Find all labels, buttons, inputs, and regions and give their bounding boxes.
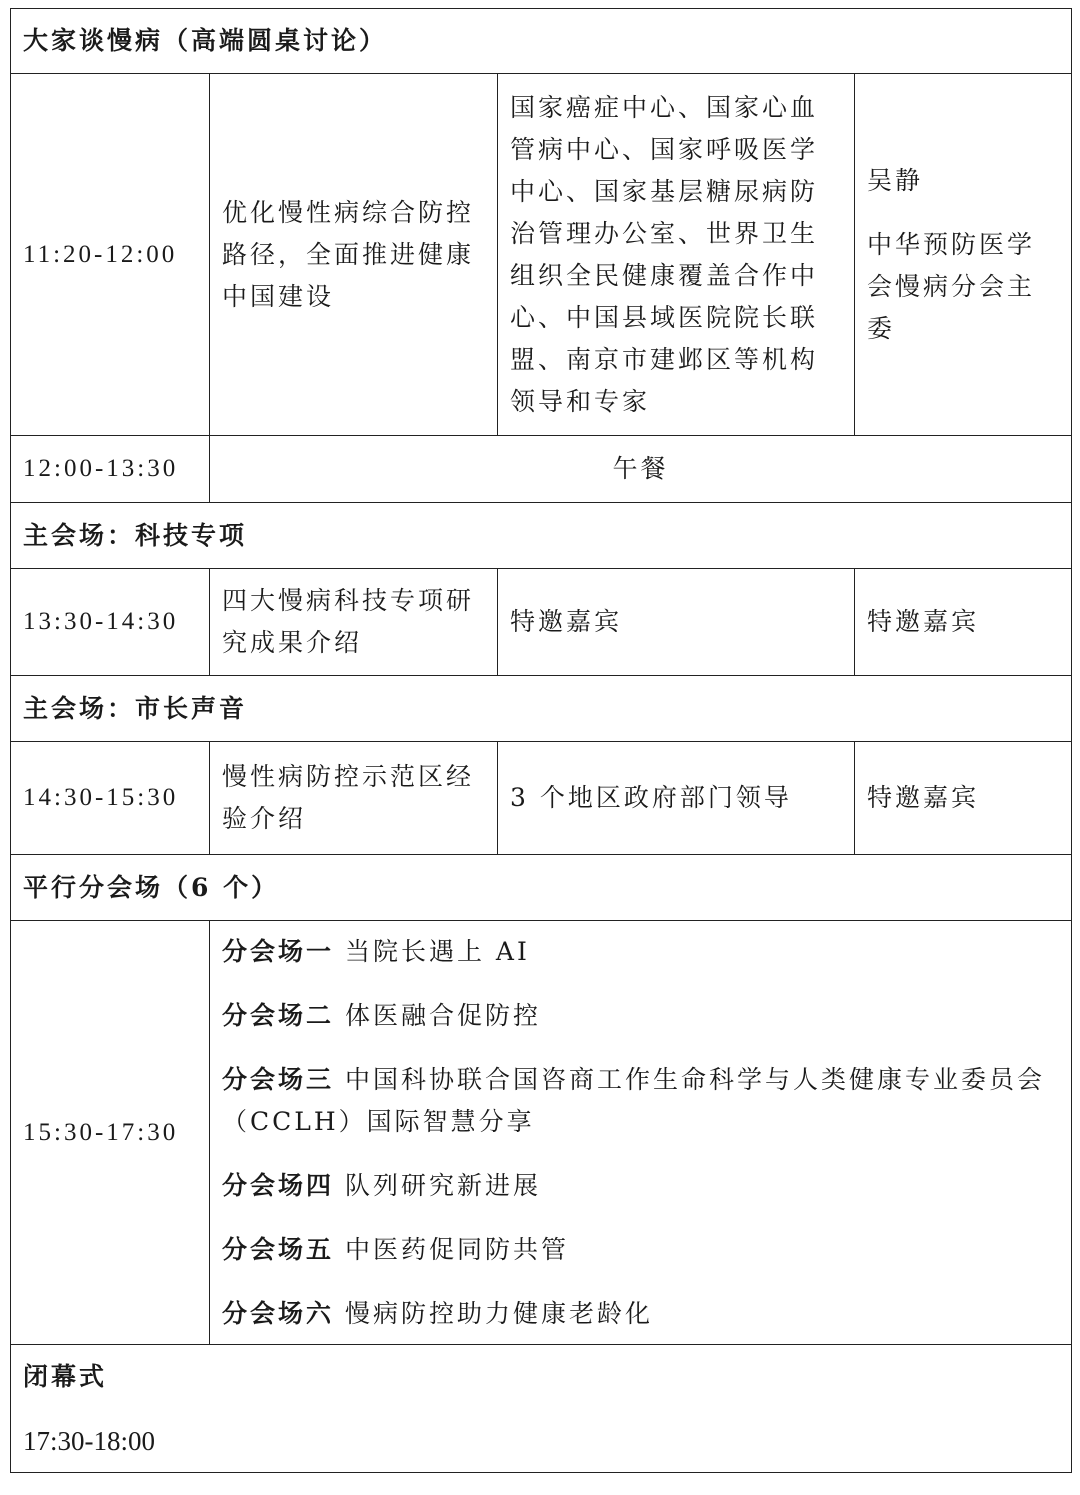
section-title: 平行分会场（6 个） <box>11 855 1072 921</box>
breakout-label: 分会场四 <box>222 1170 335 1200</box>
breakout-label: 分会场五 <box>222 1234 335 1264</box>
section-title: 大家谈慢病（高端圆桌讨论） <box>11 9 1072 74</box>
time-cell: 13:30-14:30 <box>11 569 210 676</box>
breakout-title: 中国科协联合国咨商工作生命科学与人类健康专业委员会（CCLH）国际智慧分享 <box>222 1064 1045 1136</box>
time-cell: 14:30-15:30 <box>11 742 210 855</box>
time-cell: 15:30-17:30 <box>11 921 210 1345</box>
topic-cell: 四大慢病科技专项研究成果介绍 <box>210 569 498 676</box>
section-row <box>11 9 1072 74</box>
section-title: 主会场：市长声音 <box>11 676 1072 742</box>
topic-cell: 慢性病防控示范区经验介绍 <box>210 742 498 855</box>
host-cell: 特邀嘉宾 <box>855 742 1072 855</box>
agenda-row <box>11 921 1072 1345</box>
breakout-label: 分会场三 <box>222 1064 335 1094</box>
agenda-table <box>10 8 1072 1473</box>
time-cell: 11:20-12:00 <box>11 74 210 436</box>
host-name: 吴静 <box>867 165 924 195</box>
breakout-label: 分会场一 <box>222 936 335 966</box>
agenda-row <box>11 742 1072 855</box>
agenda-row <box>11 436 1072 503</box>
breakout-title: 体医融合促防控 <box>344 1000 541 1030</box>
topic-cell: 优化慢性病综合防控路径，全面推进健康中国建设 <box>210 74 498 436</box>
breakout-item <box>222 1293 1059 1335</box>
breakout-label: 分会场六 <box>222 1298 335 1328</box>
closing-cell <box>11 1345 1072 1473</box>
time-cell: 17:30-18:00 <box>23 1425 155 1456</box>
breakout-item <box>222 995 1059 1037</box>
breakout-item <box>222 1229 1059 1271</box>
speakers-cell: 3 个地区政府部门领导 <box>498 742 855 855</box>
breakout-item <box>222 1059 1059 1143</box>
speakers-cell: 国家癌症中心、国家心血管病中心、国家呼吸医学中心、国家基层糖尿病防治管理办公室、世界卫生组织全民健康覆盖合作中心、中国县域医院院长联盟、南京市建邺区等机构领导和专家 <box>498 74 855 436</box>
breakout-title: 当院长遇上 AI <box>344 936 530 966</box>
agenda-row <box>11 569 1072 676</box>
breakout-item <box>222 1165 1059 1207</box>
closing-row <box>11 1345 1072 1473</box>
time-cell: 12:00-13:30 <box>11 436 210 503</box>
breakout-title: 中医药促同防共管 <box>344 1234 569 1264</box>
host-title: 中华预防医学会慢病分会主委 <box>867 229 1036 343</box>
section-row <box>11 503 1072 569</box>
host-cell: 特邀嘉宾 <box>855 569 1072 676</box>
breakout-list <box>210 921 1072 1345</box>
speakers-cell: 特邀嘉宾 <box>498 569 855 676</box>
host-cell <box>855 74 1072 436</box>
section-row <box>11 676 1072 742</box>
lunch-cell: 午餐 <box>210 436 1072 503</box>
section-title: 闭幕式 <box>23 1361 108 1391</box>
breakout-title: 队列研究新进展 <box>344 1170 541 1200</box>
breakout-item <box>222 931 1059 973</box>
breakout-label: 分会场二 <box>222 1000 335 1030</box>
breakout-title: 慢病防控助力健康老龄化 <box>344 1298 653 1328</box>
section-row <box>11 855 1072 921</box>
section-title: 主会场：科技专项 <box>11 503 1072 569</box>
agenda-row <box>11 74 1072 436</box>
